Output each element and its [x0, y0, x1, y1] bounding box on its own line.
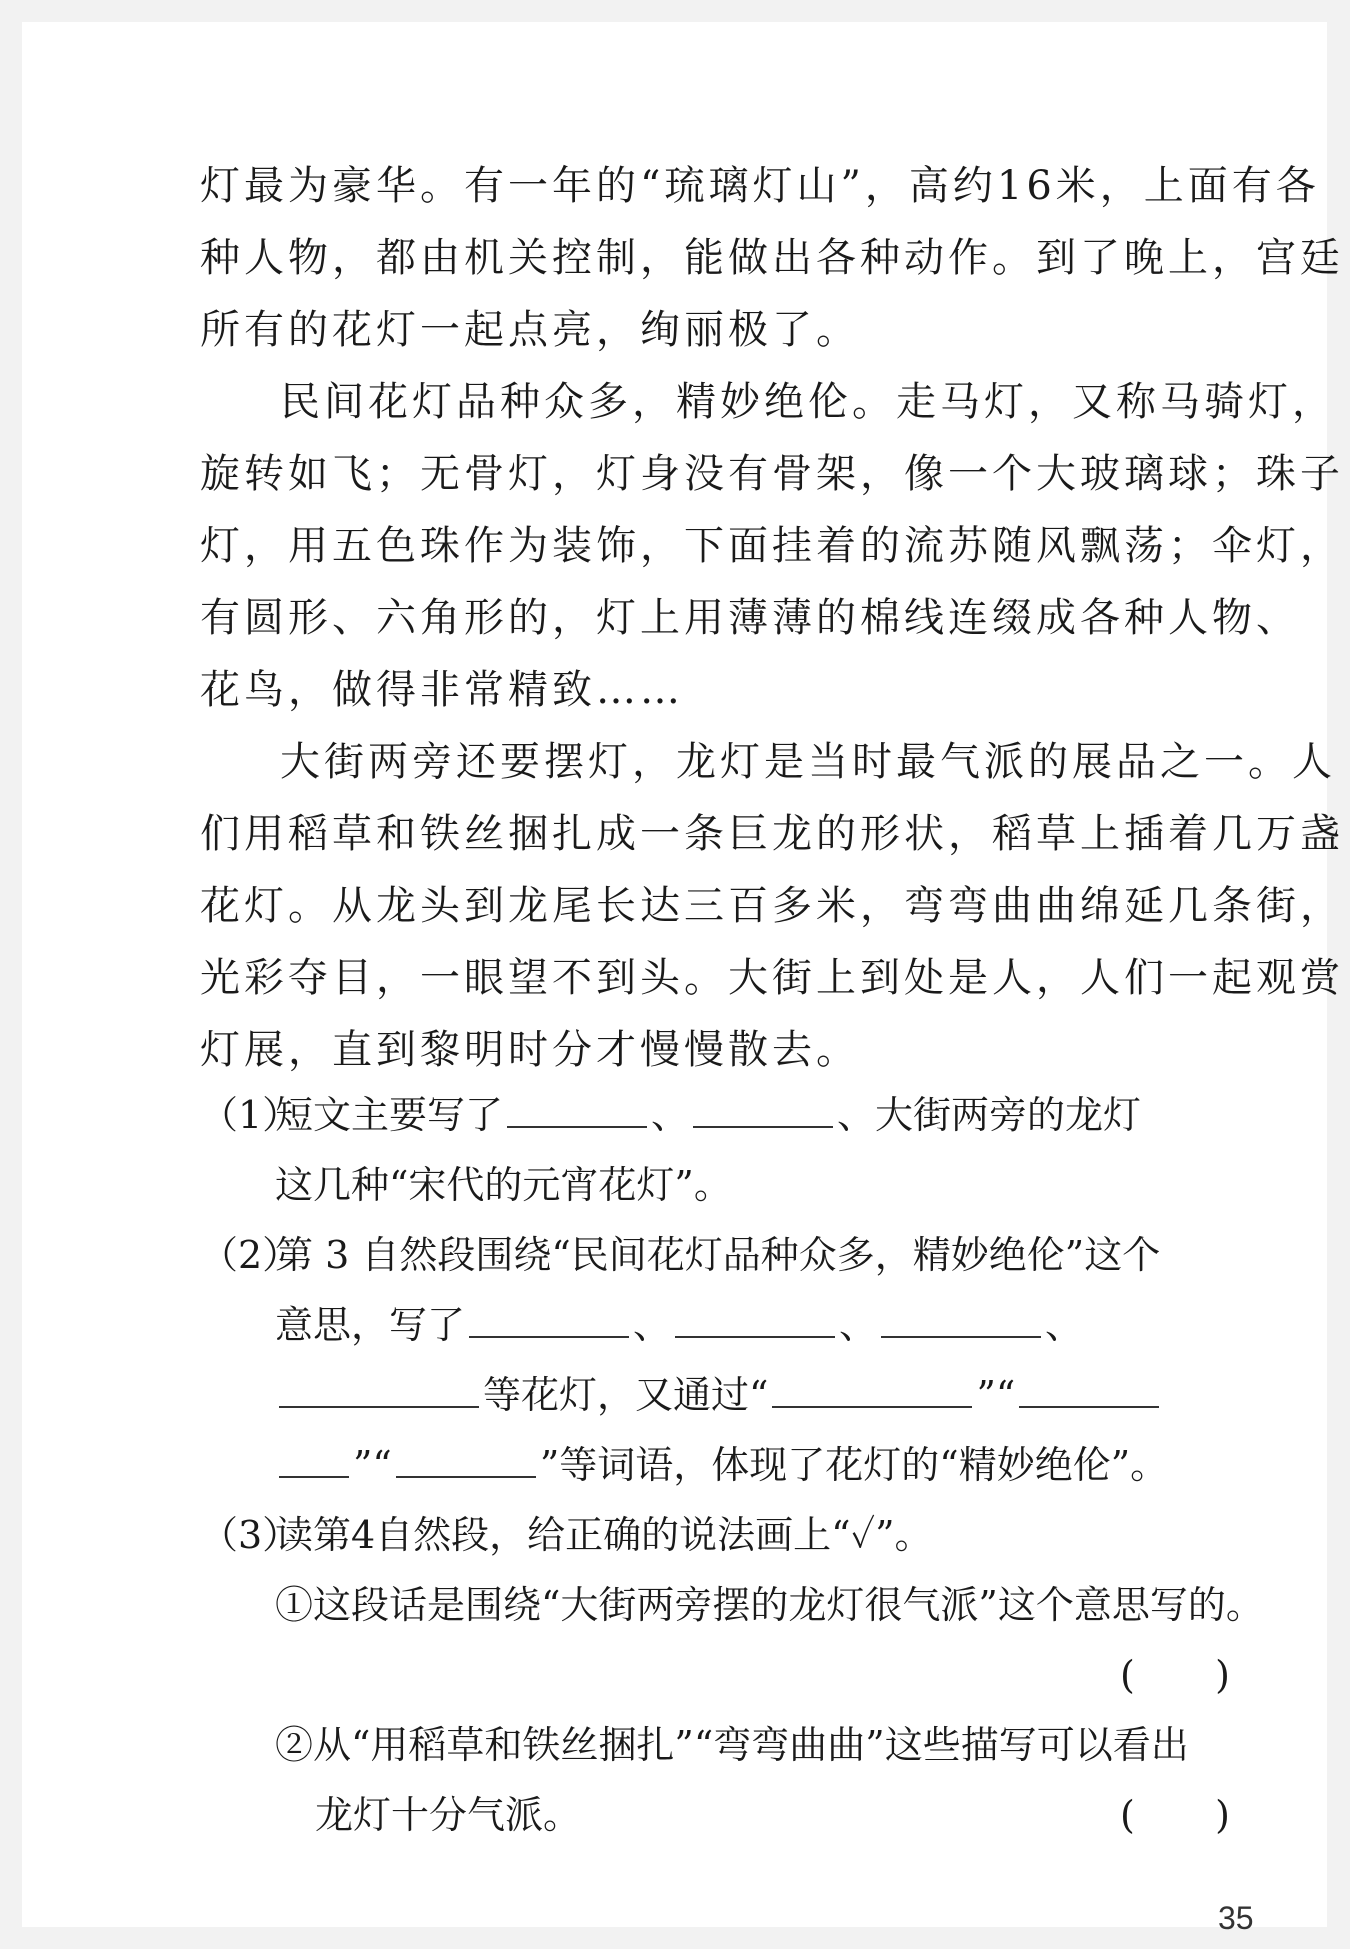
statement-2: ②从“用稻草和铁丝捆扎”“弯弯曲曲”这些描写可以看出: [275, 1723, 1189, 1767]
question-text: 等花灯，又通过“: [483, 1373, 769, 1417]
answer-blank[interactable]: [772, 1368, 972, 1408]
answer-blank[interactable]: [675, 1298, 835, 1338]
question-number: （3）: [200, 1513, 301, 1557]
passage-line: 有圆形、六角形的，灯上用薄薄的棉线连缀成各种人物、: [200, 595, 1300, 641]
answer-blank[interactable]: [1019, 1368, 1159, 1408]
question-3: [200, 1500, 1264, 1850]
passage-line: 花灯。从龙头到龙尾长达三百多米，弯弯曲曲绵延几条街，: [200, 883, 1344, 929]
workbook-page: [22, 22, 1344, 1936]
question-text: 读第4自然段，给正确的说法画上“✓”。: [275, 1513, 933, 1557]
answer-parentheses-1[interactable]: [200, 1640, 1230, 1710]
answer-blank[interactable]: [279, 1368, 479, 1408]
reading-passage: [200, 150, 1344, 1086]
statement-2-continued: 龙灯十分气派。: [315, 1793, 582, 1837]
question-text: ”“: [353, 1443, 392, 1487]
separator: 、: [1045, 1303, 1084, 1347]
question-text: ”等词语，体现了花灯的“精妙绝伦”。: [539, 1443, 1169, 1487]
answer-blank-continued[interactable]: [279, 1438, 349, 1478]
passage-line: 种人物，都由机关控制，能做出各种动作。到了晚上，宫廷: [200, 235, 1344, 281]
answer-blank[interactable]: [396, 1438, 536, 1478]
question-text: 意思，写了: [275, 1303, 466, 1347]
paren-open: (: [1120, 1653, 1135, 1697]
separator: 、: [633, 1303, 672, 1347]
answer-parentheses-2[interactable]: [1120, 1780, 1230, 1850]
question-text: 短文主要写了: [275, 1093, 504, 1137]
question-number: （1）: [200, 1093, 301, 1137]
separator: 、: [839, 1303, 878, 1347]
answer-blank[interactable]: [507, 1088, 647, 1128]
passage-line: 灯展，直到黎明时分才慢慢散去。: [200, 1027, 860, 1073]
answer-blank[interactable]: [881, 1298, 1041, 1338]
passage-line: 大街两旁还要摆灯，龙灯是当时最气派的展品之一。人: [280, 739, 1336, 785]
statement-1: ①这段话是围绕“大街两旁摆的龙灯很气派”这个意思写的。: [275, 1583, 1264, 1627]
passage-line: 旋转如飞；无骨灯，灯身没有骨架，像一个大玻璃球；珠子: [200, 451, 1344, 497]
paren-close: ): [1215, 1793, 1230, 1837]
page-number: 35: [1218, 1900, 1254, 1936]
answer-blank[interactable]: [469, 1298, 629, 1338]
question-2: [200, 1220, 1230, 1500]
passage-line: 灯，用五色珠作为装饰，下面挂着的流苏随风飘荡；伞灯，: [200, 523, 1344, 569]
answer-blank[interactable]: [693, 1088, 833, 1128]
question-number: （2）: [200, 1233, 301, 1277]
passage-line: 光彩夺目，一眼望不到头。大街上到处是人，人们一起观赏: [200, 955, 1344, 1001]
passage-line: 所有的花灯一起点亮，绚丽极了。: [200, 307, 860, 353]
question-text: 、大街两旁的龙灯: [837, 1093, 1142, 1137]
paren-close: ): [1215, 1653, 1230, 1697]
questions-section: [200, 1080, 1264, 1850]
passage-line: 花鸟，做得非常精致……: [200, 667, 684, 713]
question-text: 第 3 自然段围绕“民间花灯品种众多，精妙绝伦”这个: [275, 1233, 1161, 1277]
question-text: 这几种“宋代的元宵花灯”。: [275, 1163, 732, 1207]
passage-line: 们用稻草和铁丝捆扎成一条巨龙的形状，稻草上插着几万盏: [200, 811, 1344, 857]
passage-line: 民间花灯品种众多，精妙绝伦。走马灯，又称马骑灯，: [280, 379, 1336, 425]
paren-open: (: [1120, 1793, 1135, 1837]
passage-line: 灯最为豪华。有一年的“琉璃灯山”，高约16米，上面有各: [200, 163, 1320, 209]
question-text: ”“: [976, 1373, 1016, 1417]
question-1: [200, 1080, 1230, 1220]
separator: 、: [651, 1093, 690, 1137]
